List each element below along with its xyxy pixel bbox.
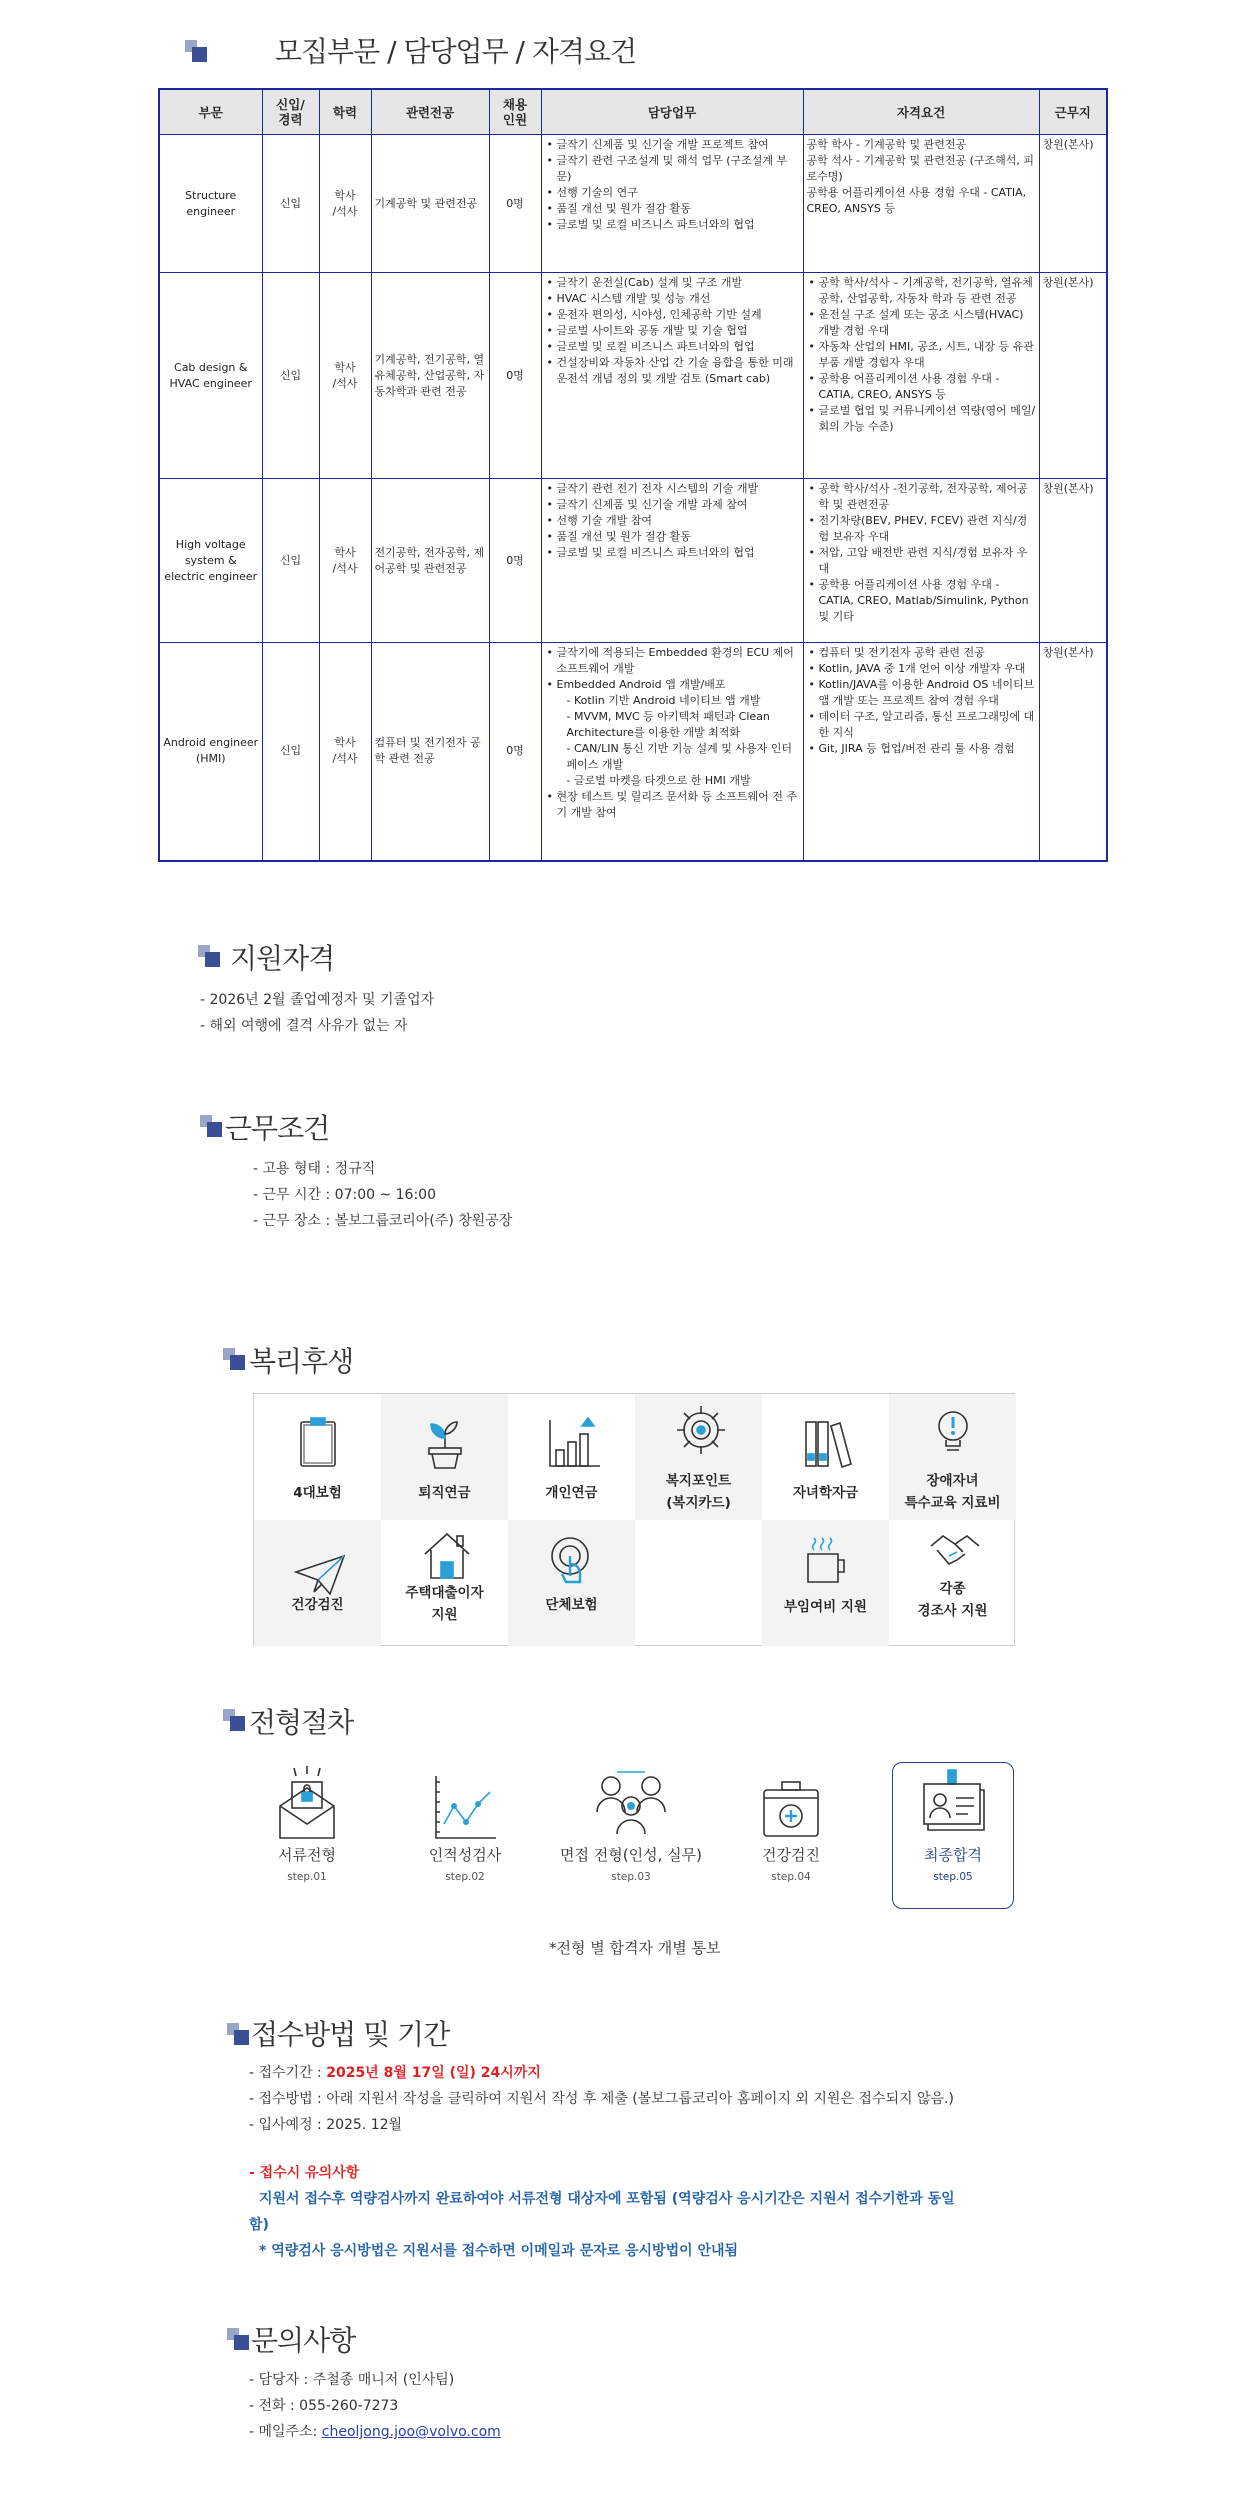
section-title-process: 전형절차: [249, 1706, 354, 1739]
first-aid-icon: [756, 1762, 826, 1844]
list-item: - MVVM, MVC 등 아키텍쳐 패턴과 Clean Architecture를 이용한 개발 최적화: [566, 710, 770, 739]
th-loc: 근무지: [1039, 89, 1107, 135]
benefit-item: [889, 1520, 1016, 1646]
cell-edu: 학사 /석사: [319, 273, 371, 479]
benefit-item: [762, 1520, 889, 1646]
list-item: • 글로벌 및 로컬 비즈니스 파트너와의 협업: [557, 339, 800, 355]
list-item: - 2026년 2월 졸업예정자 및 기졸업자: [200, 992, 435, 1008]
list-item: • 글로벌 협업 및 커뮤니케이션 역량(영어 메일/회의 가능 수준): [819, 403, 1036, 435]
list-item: • 글작기 관련 구조설계 및 해석 업무 (구조설계 부문): [557, 153, 800, 185]
list-item: - CAN/LIN 통신 기반 기능 설계 및 사용자 인터페이스 개발: [566, 742, 792, 771]
th-type: 신입/ 경력: [262, 89, 319, 135]
cell-quals: [803, 479, 1039, 643]
table-row: [159, 479, 1107, 643]
cell-count: 0명: [489, 479, 541, 643]
benefit-item: [635, 1394, 762, 1520]
cell-quals: [803, 135, 1039, 273]
list-item: • 선행 기술의 연구: [557, 185, 800, 201]
step-name: 최종합격: [924, 1846, 982, 1864]
cell-edu: 학사 /석사: [319, 135, 371, 273]
benefits-grid: [253, 1393, 1015, 1646]
apply-join: - 입사예정 : 2025. 12월: [249, 2117, 403, 2133]
list-item: • 품질 개선 및 원가 절감 활동: [557, 201, 800, 217]
section-bullet-icon: [198, 945, 220, 967]
list-item: • 글로벌 및 로컬 비즈니스 파트너와의 협업: [557, 545, 800, 561]
gear-icon: [673, 1402, 729, 1458]
step-number: step.03: [611, 1871, 651, 1883]
list-item: 공학 석사 - 기계공학 및 관련전공 (구조해석, 피로수명): [806, 154, 1034, 183]
th-quals: 자격요건: [803, 89, 1039, 135]
house-icon: [419, 1528, 475, 1584]
list-item: • 공학용 어플리케이션 사용 경험 우대 - CATIA, CREO, ANSYS 등: [819, 371, 1036, 403]
apply-info: [249, 2060, 955, 2264]
cell-type: 신입: [262, 479, 319, 643]
apply-method: - 접수방법 : 아래 지원서 작성을 클릭하여 지원서 작성 후 제출 (볼보그룹코리아 홈페이지 외 지원은 접수되지 않음.): [249, 2091, 954, 2107]
list-item: • 글작기 신제품 및 신기술 개발 프로젝트 참여: [557, 137, 800, 153]
benefit-label: 각종 경조사 지원: [917, 1581, 988, 1619]
benefit-item: [254, 1394, 381, 1520]
people-icon: [589, 1762, 673, 1844]
cell-major: 기계공학, 전기공학, 열유체공학, 산업공학, 자동차학과 관련 전공: [371, 273, 489, 479]
table-row: [159, 643, 1107, 861]
caution-title: - 접수시 유의사항: [249, 2165, 360, 2181]
cell-dept: Android engineer (HMI): [159, 643, 262, 861]
benefit-label: 단체보험: [545, 1597, 598, 1613]
list-item: - 근무 장소 : 볼보그룹코리아(주) 창원공장: [253, 1213, 513, 1229]
step-number: step.04: [771, 1871, 811, 1883]
list-item: • 공학용 어플리케이션 사용 경험 우대 - CATIA, CREO, Matlab/Simulink, Python 및 기타: [819, 577, 1036, 625]
cell-duties: [541, 273, 803, 479]
list-item: - 해외 여행에 결격 사유가 없는 자: [200, 1018, 408, 1034]
eligibility-list: [200, 987, 434, 1039]
coffee-cup-icon: [800, 1534, 852, 1590]
cell-duties: [541, 643, 803, 861]
line-chart-icon: [430, 1762, 500, 1844]
cell-count: 0명: [489, 643, 541, 861]
benefit-item: [381, 1394, 508, 1520]
benefit-item: [762, 1394, 889, 1520]
list-item: • 품질 개선 및 원가 절감 활동: [557, 529, 800, 545]
benefit-item: [254, 1520, 381, 1646]
cell-loc: 창원(본사): [1039, 643, 1107, 861]
cell-count: 0명: [489, 135, 541, 273]
benefit-label: 4대보험: [293, 1485, 342, 1501]
cell-loc: 창원(본사): [1039, 479, 1107, 643]
section-title-conditions: 근무조건: [225, 1112, 330, 1145]
list-item: 공학 학사 - 기계공학 및 관련전공: [806, 138, 967, 151]
list-item: - 글로벌 마켓을 타겟으로 한 HMI 개발: [566, 774, 751, 787]
envelope-icon: [272, 1762, 342, 1844]
list-item: • 공학 학사/석사 – 기계공학, 전기공학, 열유체공학, 산업공학, 자동차 학과 등 관련 전공: [819, 275, 1036, 307]
step-number: step.05: [933, 1871, 973, 1883]
process-step: [716, 1762, 866, 1883]
contact-manager: - 담당자 : 주철종 매니저 (인사팀): [249, 2372, 455, 2388]
step-number: step.01: [287, 1871, 327, 1883]
list-item: - 근무 시간 : 07:00 ~ 16:00: [253, 1187, 436, 1203]
benefit-label: 개인연금: [545, 1485, 598, 1501]
table-row: [159, 135, 1107, 273]
list-item: • Kotlin/JAVA를 이용한 Android OS 네이티브 앱 개발 또는 프로젝트 참여 경험 우대: [819, 677, 1036, 709]
list-item: • 글작기 관련 전기 전자 시스템의 기술 개발: [557, 481, 800, 497]
table-row: [159, 273, 1107, 479]
benefit-item: [508, 1520, 635, 1646]
cell-duties: [541, 479, 803, 643]
table-header-row: [159, 89, 1107, 135]
cell-duties: [541, 135, 803, 273]
list-item: • 운전실 구조 설계 또는 공조 시스템(HVAC) 개발 경험 우대: [819, 307, 1036, 339]
th-major: 관련전공: [371, 89, 489, 135]
list-item: • 현장 테스트 및 릴리즈 문서화 등 소프트웨어 전 주기 개발 참여: [557, 789, 800, 821]
cell-major: 컴퓨터 및 전기전자 공학 관련 전공: [371, 643, 489, 861]
cell-count: 0명: [489, 273, 541, 479]
bar-chart-icon: [546, 1414, 602, 1472]
benefit-label: 장애자녀 특수교육 지료비: [904, 1473, 1001, 1511]
list-item: • 글작기에 적용되는 Embedded 환경의 ECU 제어 소프트웨어 개발: [557, 645, 800, 677]
benefit-item: [381, 1520, 508, 1646]
list-item: • 글작기 신제품 및 신기술 개발 과제 참여: [557, 497, 800, 513]
process-step: [878, 1762, 1028, 1883]
section-bullet-icon: [227, 2328, 249, 2350]
benefit-item: [508, 1394, 635, 1520]
list-item: • 건설장비와 자동차 산업 간 기술 융합을 통한 미래 운전석 개념 정의 및 개발 검토 (Smart cab): [557, 355, 800, 387]
cell-dept: Cab design & HVAC engineer: [159, 273, 262, 479]
th-count: 채용 인원: [489, 89, 541, 135]
list-item: • 운전자 편의성, 시야성, 인체공학 기반 설계: [557, 307, 800, 323]
list-item: - Kotlin 기반 Android 네이티브 앱 개발: [566, 694, 761, 707]
section-title-benefits: 복리후생: [249, 1345, 354, 1378]
section-title-eligibility: 지원자격: [230, 942, 335, 975]
list-item: • 컴퓨터 및 전기전자 공학 관련 전공: [819, 645, 1036, 661]
section-bullet-icon: [200, 1115, 222, 1137]
th-dept: 부문: [159, 89, 262, 135]
benefit-item-empty: [635, 1520, 762, 1646]
section-bullet-icon: [185, 40, 207, 62]
process-note: *전형 별 합격자 개별 통보: [549, 1939, 721, 1957]
list-item: • 자동차 산업의 HMI, 공조, 시트, 내장 등 유관 부품 개발 경험자 우대: [819, 339, 1036, 371]
touch-icon: [546, 1534, 598, 1590]
list-item: • 글로벌 및 로컬 비즈니스 파트너와의 협업: [557, 217, 800, 233]
cell-quals: [803, 273, 1039, 479]
cell-dept: High voltage system & electric engineer: [159, 479, 262, 643]
books-icon: [800, 1414, 856, 1472]
cell-quals: [803, 643, 1039, 861]
process-step: [556, 1762, 706, 1883]
benefit-label: 자녀학자금: [792, 1485, 859, 1501]
benefit-label: 주택대출이자 지원: [405, 1585, 484, 1623]
process-step: [390, 1762, 540, 1883]
email-link[interactable]: cheoljong.joo@volvo.com: [321, 2424, 501, 2440]
cell-edu: 학사 /석사: [319, 479, 371, 643]
cell-type: 신입: [262, 135, 319, 273]
list-item: • Kotlin, JAVA 중 1개 언어 이상 개발자 우대: [819, 661, 1036, 677]
recruit-table: [158, 88, 1108, 862]
list-item: • 저압, 고압 배전반 관련 지식/경험 보유자 우대: [819, 545, 1036, 577]
list-item: • Embedded Android 앱 개발/배포: [557, 677, 800, 693]
benefit-item: [889, 1394, 1016, 1520]
contact-info: [249, 2367, 501, 2445]
section-title-apply: 접수방법 및 기간: [251, 2018, 450, 2051]
list-item: • 전기차량(BEV, PHEV, FCEV) 관련 지식/경험 보유자 우대: [819, 513, 1036, 545]
benefit-label: 퇴직연금: [418, 1485, 471, 1501]
section-title-contact: 문의사항: [251, 2324, 356, 2357]
cell-type: 신입: [262, 273, 319, 479]
list-item: • 데이터 구조, 알고리즘, 통신 프로그래밍에 대한 지식: [819, 709, 1036, 741]
clipboard-icon: [292, 1414, 344, 1472]
paper-plane-icon: [292, 1550, 348, 1600]
list-item: • 선행 기술 개발 참여: [557, 513, 800, 529]
cell-edu: 학사 /석사: [319, 643, 371, 861]
benefit-label: 건강검진: [291, 1597, 344, 1613]
plant-icon: [419, 1414, 471, 1472]
caution-text: 지원서 접수후 역량검사까지 완료하여야 서류전형 대상자에 포함됨 (역량검사 응시기간은 지원서 접수기한과 동일: [259, 2191, 955, 2207]
list-item: • 글작기 운전실(Cab) 설계 및 구조 개발: [557, 275, 800, 291]
contact-email-row: - 메일주소: cheoljong.joo@volvo.com: [249, 2424, 501, 2440]
step-name: 면접 전형(인성, 실무): [560, 1846, 702, 1864]
cell-major: 기계공학 및 관련전공: [371, 135, 489, 273]
caution-text-cont: 함): [249, 2217, 269, 2233]
section-bullet-icon: [223, 1709, 245, 1731]
cell-loc: 창원(본사): [1039, 273, 1107, 479]
section-bullet-icon: [227, 2023, 249, 2045]
handshake-icon: [927, 1530, 983, 1580]
list-item: • HVAC 시스템 개발 및 성능 개선: [557, 291, 800, 307]
id-card-icon: [918, 1762, 988, 1844]
conditions-list: [253, 1156, 512, 1234]
list-item: • 공학 학사/석사 -전기공학, 전자공학, 제어공학 및 관련전공: [819, 481, 1036, 513]
benefit-label: 복지포인트 (복지카드): [665, 1473, 732, 1511]
section-bullet-icon: [223, 1348, 245, 1370]
list-item: • 글로벌 사이트와 공동 개발 및 기술 협업: [557, 323, 800, 339]
step-number: step.02: [445, 1871, 485, 1883]
contact-phone: - 전화 : 055-260-7273: [249, 2398, 399, 2414]
apply-period: - 접수기간 : 2025년 8월 17일 (일) 24시까지: [249, 2065, 541, 2081]
step-name: 서류전형: [278, 1846, 336, 1864]
list-item: • Git, JIRA 등 협업/버전 관리 툴 사용 경험: [819, 741, 1036, 757]
section-title-recruit: 모집부문 / 담당업무 / 자격요건: [275, 35, 637, 68]
caution-note: * 역량검사 응시방법은 지원서를 접수하면 이메일과 문자로 응시방법이 안내됨: [259, 2243, 739, 2259]
list-item: 공학용 어플리케이션 사용 경험 우대 - CATIA, CREO, ANSYS 등: [806, 186, 1027, 215]
cell-dept: Structure engineer: [159, 135, 262, 273]
cell-major: 전기공학, 전자공학, 제어공학 및 관련전공: [371, 479, 489, 643]
step-name: 건강검진: [762, 1846, 820, 1864]
process-step: [232, 1762, 382, 1883]
cell-type: 신입: [262, 643, 319, 861]
th-edu: 학력: [319, 89, 371, 135]
list-item: - 고용 형태 : 정규직: [253, 1161, 376, 1177]
benefit-label: 부임여비 지원: [784, 1599, 867, 1615]
step-name: 인적성검사: [428, 1846, 502, 1864]
th-duties: 담당업무: [541, 89, 803, 135]
cell-loc: 창원(본사): [1039, 135, 1107, 273]
lightbulb-icon: [927, 1406, 979, 1464]
